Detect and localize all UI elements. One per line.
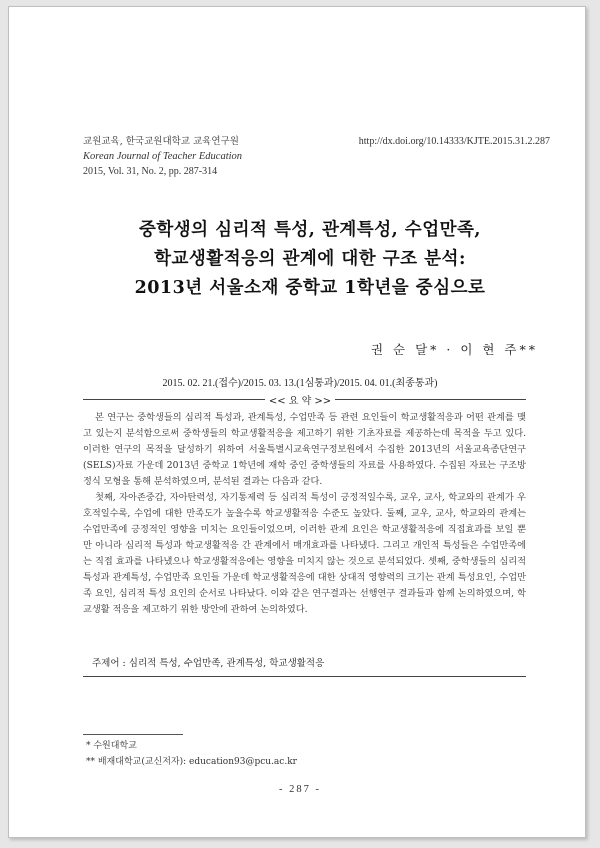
abstract-paragraph-1: 본 연구는 중학생들의 심리적 특성과, 관계특성, 수업만족 등 관련 요인들이 학교생활적응과 어떤 관계를 맺고 있는지 분석함으로써 중학생들의 학교생활적응을 제고하기 위한 기초자료를 제공하는데 목적을 두고 있다. 이러한 연구의 목적을 달성하기 위하여 서울특별시교육연구정보원에서 수집한 2013년의 서울교육종단연구(SELS)자료 가운데 2013년 중학교 1학년에 재학 중인 중학생들의 자료를 사용하였다. 수집된 자료는 구조방정식 모형을 통해 분석하였으며, 분석된 결과는 다음과 같다. xyxy=(83,412,526,487)
footnote-2: ** 배재대학교(교신저자): education93@pcu.ac.kr xyxy=(86,757,297,767)
author-names: 권 순 달* · 이 현 주** xyxy=(370,342,538,357)
volume-info: 2015, Vol. 31, No. 2, pp. 287-314 xyxy=(83,166,218,177)
abstract-label: << 요 약 >> xyxy=(0,392,600,407)
keywords: 주제어 : 심리적 특성, 수업만족, 관계특성, 학교생활적응 xyxy=(92,658,325,669)
page-number: - 287 - xyxy=(279,784,321,795)
footnotes xyxy=(86,738,297,770)
paper-title xyxy=(40,216,580,303)
keywords-rule xyxy=(83,676,526,677)
footnote-1: * 수원대학교 xyxy=(86,741,137,751)
abstract-paragraph-2: 첫째, 자아존중감, 자아탄력성, 자기통제력 등 심리적 특성이 긍정적일수록, 교우, 교사, 학교와의 관계가 우호적일수록, 수업에 대한 만족도가 높을수록 학교생활적응 수준도 높았다. 둘째, 교우, 교사, 학교와의 관계는 수업만족에 긍정적인 영향을 미치는 요인들이었으며, 이러한 관계 요인은 학교생활적응에 직접효과를 보일 뿐만 아니라 심리적 특성과 학교생활적응 간 관계에서 매개효과를 나타냈다. 그리고 개인적 특성들은 수업만족에는 직접 효과를 나타냈으나 학교생활적응에는 영향을 미치지 않는 것으로 분석되었다. 셋째, 중학생들의 심리적 특성과 관계특성, 수업만족 요인들 가운데 학교생활적응에 대한 상대적 영향력의 크기는 관계 특성요인, 수업만족 요인, 심리적 특성 요인의 순서로 나타났다. 이와 같은 연구결과는 선행연구 결과들과 함께 논의하였으며, 학교생활 적응을 제고하기 위한 방안에 관하여 논의하였다. xyxy=(83,492,526,615)
title-line-2: 학교생활적응의 관계에 대한 구조 분석: xyxy=(154,249,466,269)
journal-name-korean: 교원교육, 한국교원대학교 교육연구원 xyxy=(83,136,239,147)
abstract-body xyxy=(83,410,526,618)
journal-name-english: Korean Journal of Teacher Education xyxy=(83,151,243,162)
doi-link[interactable]: http://dx.doi.org/10.14333/KJTE.2015.31.2.287 xyxy=(358,136,550,147)
journal-header xyxy=(83,134,550,179)
title-line-3: 2013년 서울소재 중학교 1학년을 중심으로 xyxy=(134,278,486,298)
footnote-rule xyxy=(83,734,183,735)
submission-dates: 2015. 02. 21.(접수)/2015. 03. 13.(1심통과)/2015. 04. 01.(최종통과) xyxy=(162,378,438,389)
title-line-1: 중학생의 심리적 특성, 관계특성, 수업만족, xyxy=(138,220,482,240)
